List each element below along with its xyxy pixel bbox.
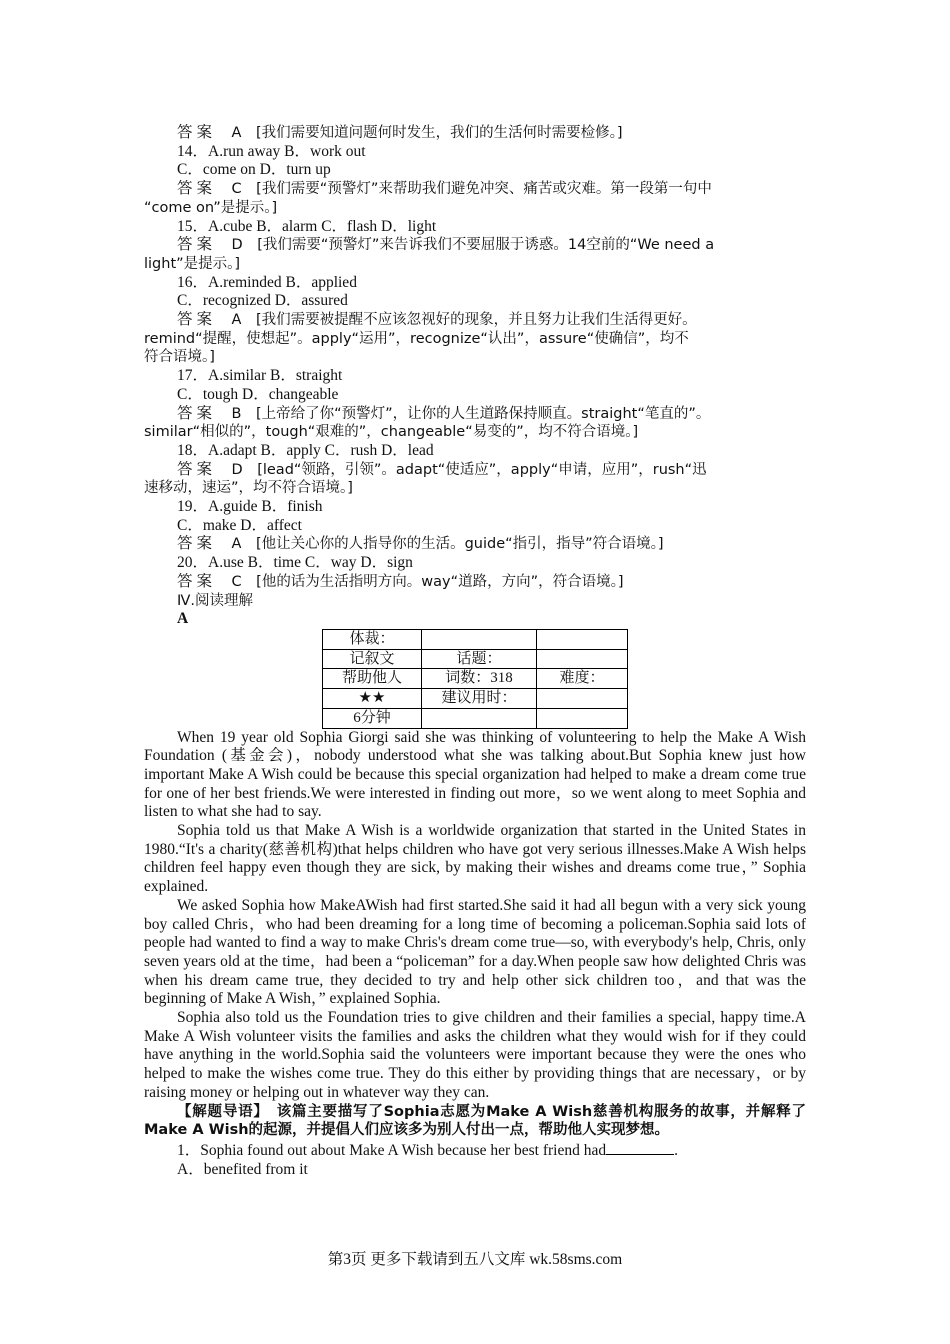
q1-stem: 1．Sophia found out about Make A Wish because her best friend had .: [177, 1141, 679, 1159]
q15-answer-cont: light”是提示。]: [144, 255, 241, 272]
q18-options: 18．A.adapt B．apply C．rush D．lead: [177, 441, 434, 459]
info-topic-label: 话题：: [422, 649, 537, 669]
passage-paragraph-1: When 19 year old Sophia Giorgi said she was thinking of volunteering to help the Make A Wish Foundation (基金会)，nobody understood what she was talking about.But Sophia knew just how important Make A Wish could be because this special organization had helped to make a dream come true for one of her best friends.We were interested in finding out more，so we went along to meet Sophia and listen to what she had to say.: [144, 728, 806, 821]
info-genre-value: 记叙文: [323, 649, 422, 669]
q18-answer-cont: 速移动，速运”，均不符合语境。]: [144, 480, 353, 497]
q15-options: 15．A.cube B．alarm C．flash D．light: [177, 217, 437, 235]
info-difficulty-label: 难度：: [537, 669, 628, 689]
q17-answer-cont: similar“相似的”，tough“艰难的”，changeable“易变的”，均不符合语境。]: [144, 424, 639, 441]
passage-paragraph-2: Sophia told us that Make A Wish is a worldwide organization that started in the United States in 1980.“It's a charity(慈善机构)that helps children who have got very serious illnesses.Make A Wish helps children feel happy even though they are sick, by making their wishes and dreams come true，” Sophia explained.: [144, 822, 806, 896]
passage-paragraph-4: Sophia also told us the Foundation tries to give children and their families a special, happy time.A Make A Wish volunteer visits the families and asks the children what they would wish for if they could have anything in the world.Sophia said the volunteers were important because they were the ones who helped to make the wishes come true. They do this either by providing things that are necessary，or by raising money or helping out in whatever way they can.: [144, 1009, 806, 1101]
q14-answer-cont: “come on”是提示。]: [144, 199, 278, 216]
passage-paragraph-3: We asked Sophia how MakeAWish had first started.She said it had all begun with a very sick young boy called Chris，who had been dreaming for a long time of becoming a policeman.Sophia said lots of people had wanted to find a way to make Chris's dream come true—so, with everybody's help, Chris, only seven years old at the time，had been a “policeman” for a day.When people saw how delighted Chris was when his dream came true, they decided to try and help other sick children too，and that was the beginning of Make A Wish，” explained Sophia.: [144, 896, 806, 1008]
answer-blank: [606, 1140, 674, 1155]
document-body: [144, 124, 806, 1179]
q16-options-1: 16．A.reminded B．applied: [177, 273, 357, 291]
q20-options: 20．A.use B．time C．way D．sign: [177, 554, 413, 572]
q1-option-a: A．benefited from it: [177, 1160, 308, 1178]
q14-options-1: 14．A.run away B．work out: [177, 142, 366, 160]
q13-answer: 答案 A [我们需要知道问题何时发生，我们的生活何时需要检修。]: [177, 124, 623, 141]
info-difficulty-value: ★★: [323, 689, 422, 709]
q16-answer: 答案 A [我们需要被提醒不应该忽视好的现象，并且努力让我们生活得更好。: [177, 311, 697, 329]
q16-options-2: C．recognized D．assured: [177, 292, 348, 310]
q15-answer: 答案 D [我们需要“预警灯”来告诉我们不要屈服于诱惑。14空前的“We need a: [177, 236, 715, 254]
q17-options-2: C．tough D．changeable: [177, 385, 339, 403]
info-time-label: 建议用时：: [422, 689, 537, 709]
info-topic-value: 帮助他人: [323, 669, 422, 689]
guide: 【解题导语】 该篇主要描写了Sophia志愿为Make A Wish慈善机构服务的故事，并解释了Make A Wish的起源，并提倡人们应该多为别人付出一点，帮助他人实现梦想。: [144, 1103, 807, 1139]
q19-options-1: 19．A.guide B．finish: [177, 498, 323, 516]
page-footer: 第3页 更多下载请到五八文库 wk.58sms.com: [327, 1251, 623, 1268]
q17-options-1: 17．A.similar B．straight: [177, 367, 343, 385]
info-word-count: 词数：318: [422, 669, 537, 689]
q14-options-2: C．come on D．turn up: [177, 161, 331, 179]
q20-answer: 答案 C [他的话为生活指明方向。way“道路，方向”，符合语境。]: [177, 572, 624, 590]
q17-answer: 答案 B [上帝给了你“预警灯”，让你的人生道路保持顺直。straight“笔直的”。: [177, 404, 711, 422]
q16-answer-cont: remind“提醒，使想起”。apply“运用”，recognize“认出”，assure“使确信”，均不: [144, 330, 689, 347]
part-label: A: [177, 610, 189, 628]
q19-options-2: C．make D．affect: [177, 516, 302, 534]
info-time-value: 6分钟: [323, 708, 422, 728]
section-title: Ⅳ.阅读理解: [177, 592, 253, 609]
info-table: [322, 629, 628, 729]
q18-answer: 答案 D [lead“领路，引领”。adapt“使适应”，apply“申请，应用”，rush“迅: [177, 460, 707, 478]
q14-answer: 答案 C [我们需要“预警灯”来帮助我们避免冲突、痛苦或灾难。第一段第一句中: [177, 180, 712, 198]
q19-answer: 答案 A [他让关心你的人指导你的生活。guide“指引，指导”符合语境。]: [177, 535, 664, 553]
q16-answer-cont2: 符合语境。]: [144, 349, 215, 366]
info-genre-label: 体裁：: [323, 629, 422, 649]
